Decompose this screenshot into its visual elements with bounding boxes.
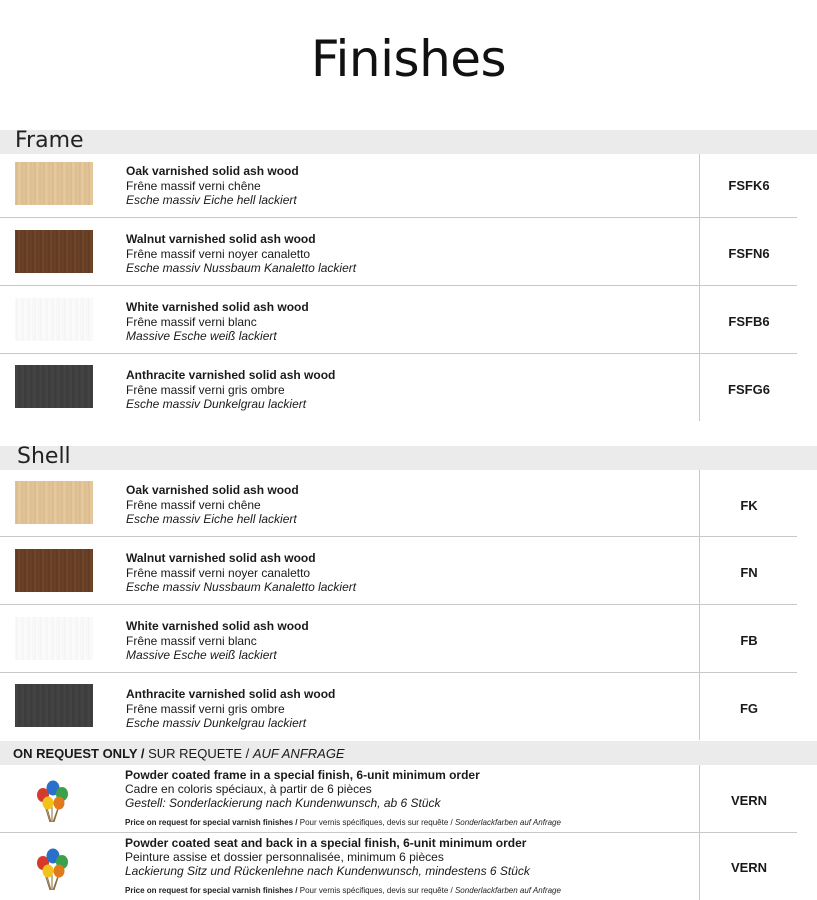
on-request-title: ON REQUEST ONLY / SUR REQUETE / AUF ANFRAGE xyxy=(13,746,345,761)
frame-section-bar xyxy=(0,130,817,154)
option-code: VERN xyxy=(730,793,768,808)
anthracite-swatch xyxy=(15,365,93,408)
finish-name-fr: Frêne massif verni blanc xyxy=(126,633,257,648)
finish-code: FB xyxy=(740,633,758,648)
option-name-de: Gestell: Sonderlackierung nach Kundenwunsch, ab 6 Stück xyxy=(125,796,441,810)
shell-row xyxy=(0,605,797,673)
shell-section-title: Shell xyxy=(17,444,71,469)
finish-code: FSFB6 xyxy=(728,314,770,329)
balloons-icon xyxy=(32,778,72,823)
finish-name-de: Esche massiv Dunkelgrau lackiert xyxy=(126,397,307,411)
price-note: Price on request for special varnish finishes / Pour vernis spécifiques, devis sur requête / Sonderlackfarben auf Anfrage xyxy=(125,886,561,895)
frame-row xyxy=(0,154,797,218)
shell-section-bar xyxy=(0,446,817,470)
finish-name-en: Walnut varnished solid ash wood xyxy=(126,551,316,565)
walnut-swatch xyxy=(15,230,93,273)
on-request-row xyxy=(0,833,797,900)
shell-row xyxy=(0,537,797,605)
option-name-fr: Cadre en coloris spéciaux, à partir de 6 pièces xyxy=(125,782,372,796)
finish-name-fr: Frêne massif verni noyer canaletto xyxy=(126,565,311,580)
finish-name-en: Anthracite varnished solid ash wood xyxy=(126,368,336,382)
oak-swatch xyxy=(15,162,93,205)
finish-code: FSFG6 xyxy=(728,382,770,397)
finish-name-fr: Frêne massif verni gris ombre xyxy=(126,382,285,397)
finish-name-fr: Frêne massif verni chêne xyxy=(126,497,261,512)
finish-name-de: Esche massiv Nussbaum Kanaletto lackiert xyxy=(126,261,357,275)
on-request-row xyxy=(0,765,797,833)
finish-name-de: Massive Esche weiß lackiert xyxy=(126,329,277,343)
finish-name-en: Oak varnished solid ash wood xyxy=(126,483,299,497)
finish-code: FSFN6 xyxy=(728,246,770,261)
option-code: VERN xyxy=(730,860,768,875)
finish-name-de: Esche massiv Eiche hell lackiert xyxy=(126,193,297,207)
shell-row xyxy=(0,673,797,740)
frame-row xyxy=(0,354,797,421)
white-swatch xyxy=(15,298,93,341)
finish-code: FK xyxy=(740,498,758,513)
finish-name-de: Esche massiv Dunkelgrau lackiert xyxy=(126,716,307,730)
page-title: Finishes xyxy=(310,30,507,88)
finish-name-de: Massive Esche weiß lackiert xyxy=(126,648,277,662)
option-name-de: Lackierung Sitz und Rückenlehne nach Kundenwunsch, mindestens 6 Stück xyxy=(125,864,530,878)
finish-name-en: Anthracite varnished solid ash wood xyxy=(126,687,336,701)
frame-section-title: Frame xyxy=(15,128,84,153)
finish-name-en: White varnished solid ash wood xyxy=(126,300,309,314)
finish-code: FG xyxy=(739,701,759,716)
finish-name-en: Walnut varnished solid ash wood xyxy=(126,232,316,246)
walnut-swatch xyxy=(15,549,93,592)
option-name-en: Powder coated seat and back in a special finish, 6-unit minimum order xyxy=(125,836,527,850)
frame-row xyxy=(0,286,797,354)
finish-name-de: Esche massiv Nussbaum Kanaletto lackiert xyxy=(126,580,357,594)
finish-name-en: Oak varnished solid ash wood xyxy=(126,164,299,178)
finish-name-en: White varnished solid ash wood xyxy=(126,619,309,633)
shell-row xyxy=(0,470,797,537)
finish-name-de: Esche massiv Eiche hell lackiert xyxy=(126,512,297,526)
option-name-en: Powder coated frame in a special finish, 6-unit minimum order xyxy=(125,768,480,782)
finish-name-fr: Frêne massif verni blanc xyxy=(126,314,257,329)
white-swatch xyxy=(15,617,93,660)
price-note: Price on request for special varnish finishes / Pour vernis spécifiques, devis sur requête / Sonderlackfarben auf Anfrage xyxy=(125,818,561,827)
balloons-icon xyxy=(32,846,72,891)
option-name-fr: Peinture assise et dossier personnalisée, minimum 6 pièces xyxy=(125,850,444,864)
anthracite-swatch xyxy=(15,684,93,727)
finish-code: FN xyxy=(740,565,758,580)
frame-row xyxy=(0,218,797,286)
finish-name-fr: Frêne massif verni noyer canaletto xyxy=(126,246,311,261)
oak-swatch xyxy=(15,481,93,524)
finish-name-fr: Frêne massif verni gris ombre xyxy=(126,701,285,716)
finish-name-fr: Frêne massif verni chêne xyxy=(126,178,261,193)
finish-code: FSFK6 xyxy=(728,178,770,193)
